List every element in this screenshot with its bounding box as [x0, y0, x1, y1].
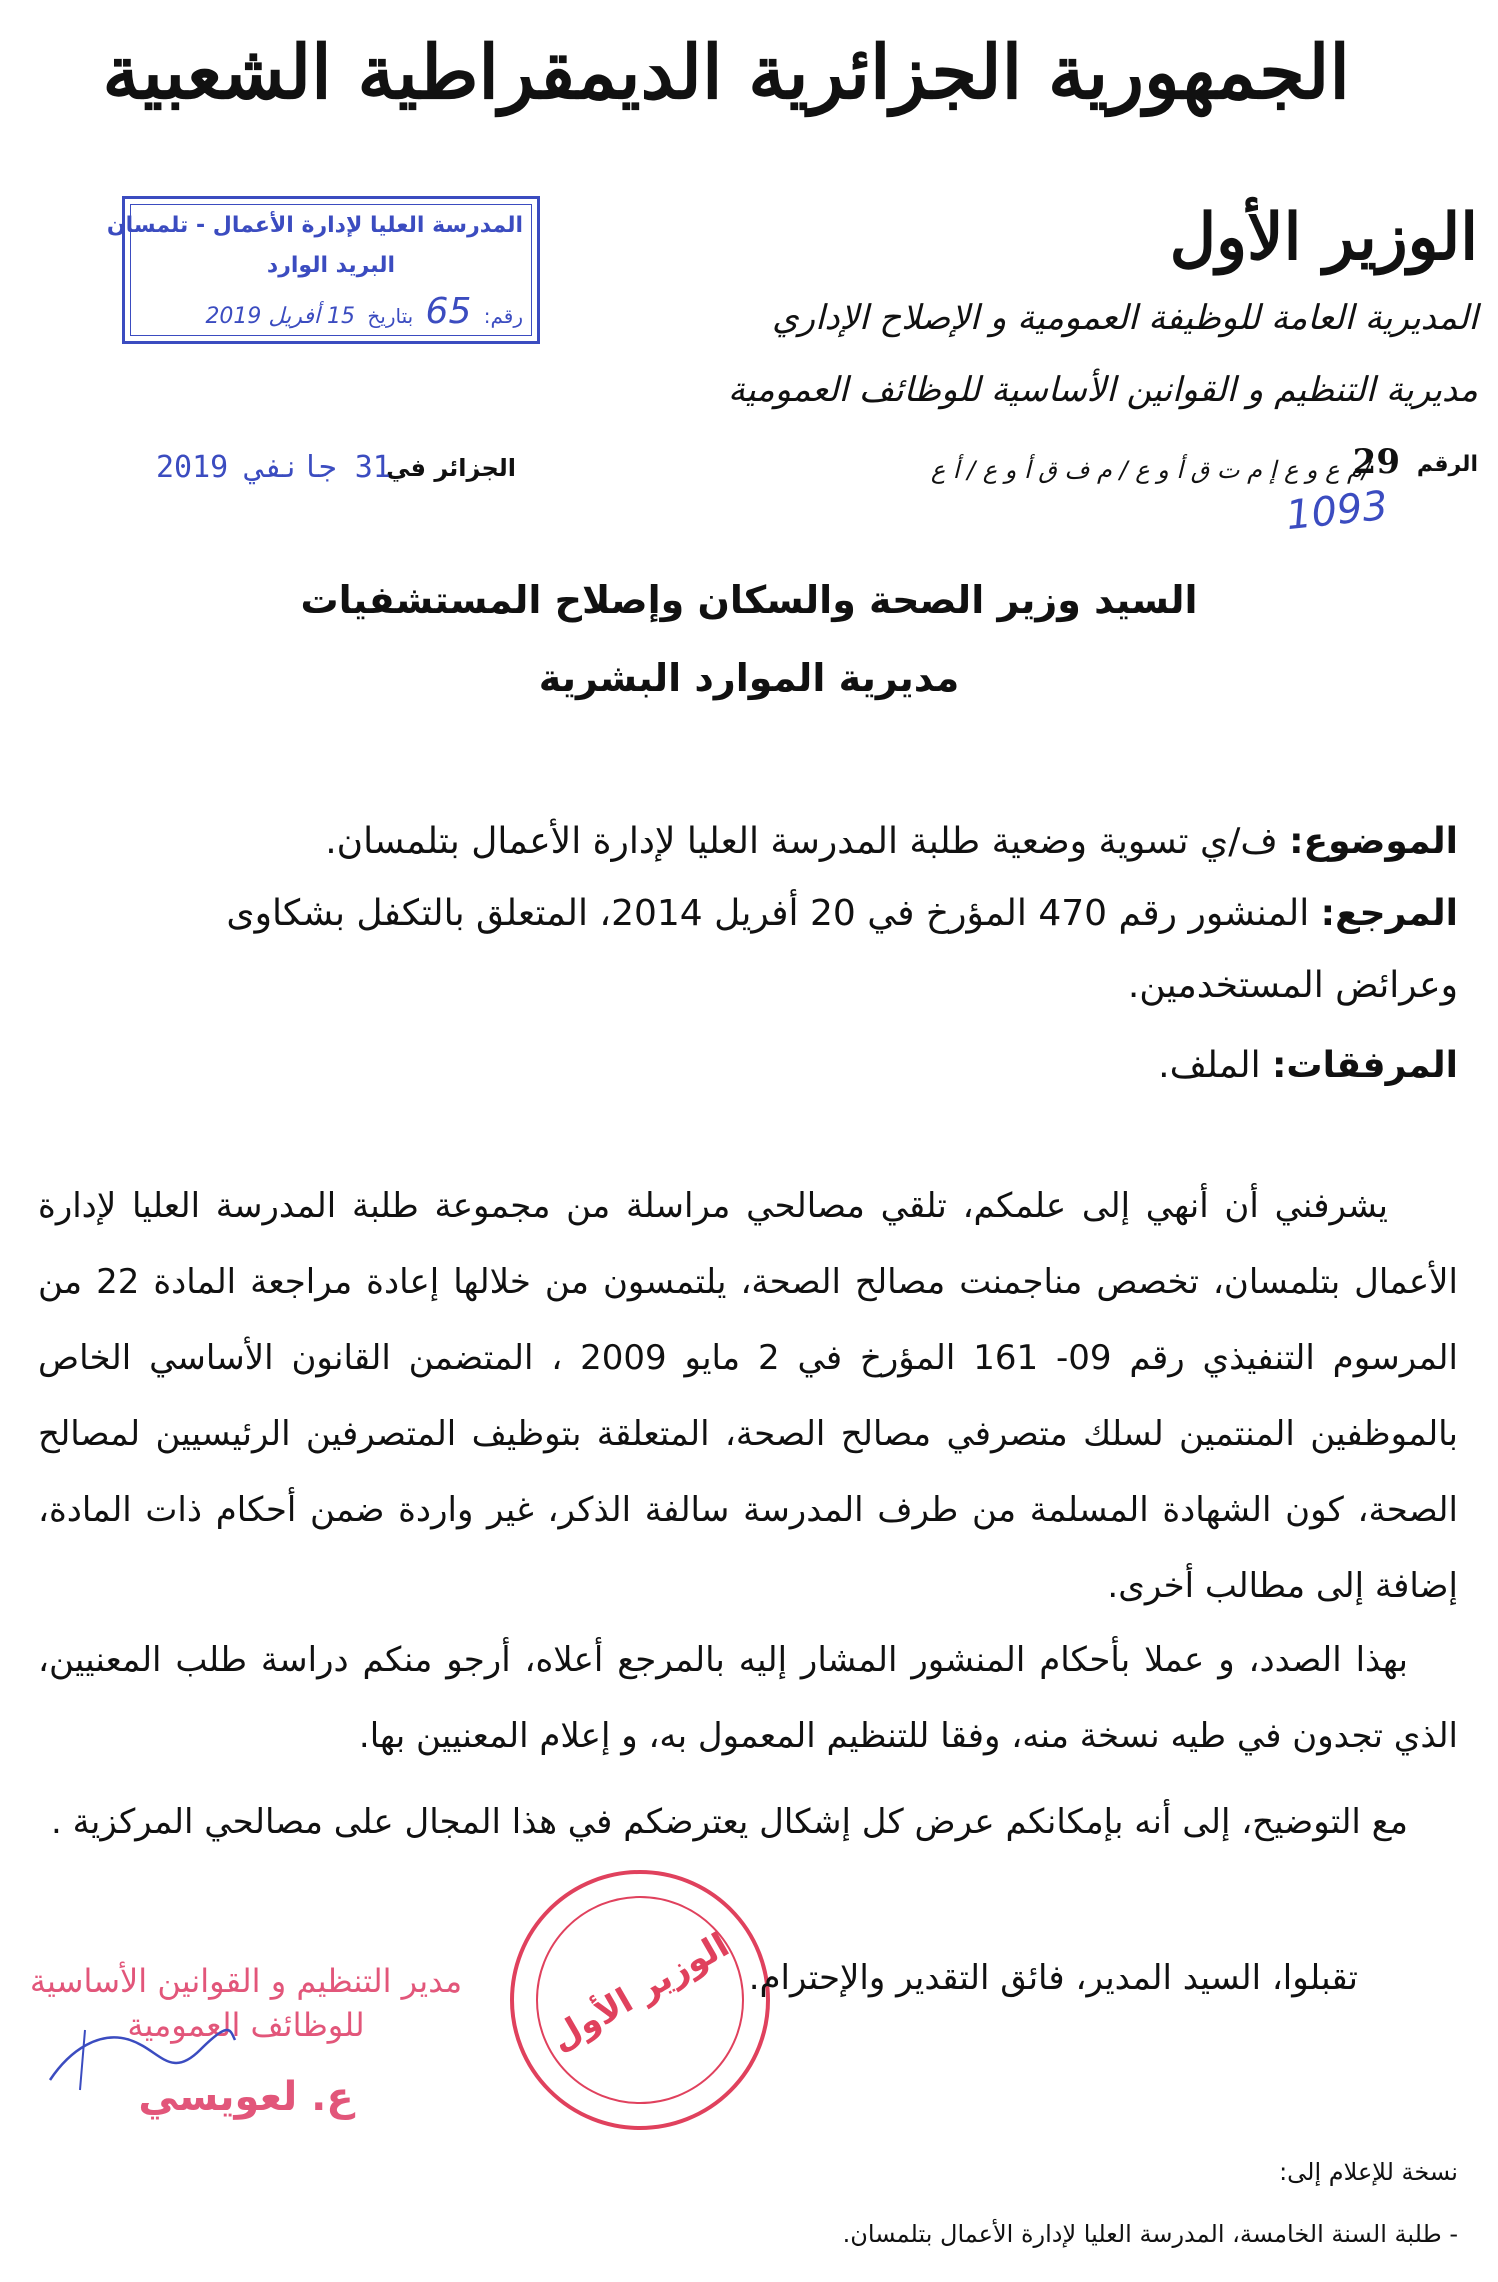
- reference-number-label: الرقم: [1416, 452, 1478, 477]
- copy-label: نسخة للإعلام إلى:: [1279, 2158, 1458, 2186]
- stamp-date-label: بتاريخ: [367, 304, 414, 328]
- signatory-title-line-2: للوظائف العمومية: [127, 2006, 365, 2044]
- copy-recipient: - طلبة السنة الخامسة، المدرسة العليا لإدارة الأعمال بتلمسان.: [842, 2220, 1458, 2248]
- handwritten-signature: [40, 2010, 240, 2100]
- subject-line: [138, 806, 1458, 878]
- republic-title: الجمهورية الجزائرية الديمقراطية الشعبية: [102, 30, 1350, 116]
- stamp-date: 15 أفريل 2019: [205, 304, 355, 329]
- attachments-label: المرفقات:: [1272, 1045, 1458, 1086]
- incoming-mail-stamp: [106, 196, 540, 344]
- stamp-number-date-row: رقم: 65 بتاريخ 15 أفريل 2019: [205, 291, 523, 332]
- attachments-line: [138, 1030, 1458, 1102]
- date-stamp: 31 جانفي 2019: [156, 450, 391, 485]
- directorate-general: المديرية العامة للوظيفة العمومية و الإصلاح الإداري: [772, 298, 1478, 338]
- body-paragraph-1: يشرفني أن أنهي إلى علمكم، تلقي مصالحي مراسلة من مجموعة طلبة المدرسة العليا لإدارة الأعمال بتلمسان، تخصص مناجمنت مصالح الصحة، يلتمسون من خلالها إعادة مراجعة المادة 22 من المرسوم التنفيذي رقم 09- 161 المؤرخ في 2 مايو 2009 ، المتضمن القانون الأساسي الخاص بالموظفين المنتمين لسلك متصرفي مصالح الصحة، المتعلقة بتوظيف المتصرفين الرئيسيين لمصالح الصحة، كون الشهادة المسلمة من طرف المدرسة سالفة الذكر، غير واردة ضمن أحكام ذات المادة، إضافة إلى مطالب أخرى.: [38, 1186, 1459, 1606]
- handwritten-reference: 1093: [1284, 482, 1391, 540]
- stamp-school-name: المدرسة العليا لإدارة الأعمال - تلمسان: [106, 213, 523, 238]
- signatory-title-line-1: مدير التنظيم و القوانين الأساسية: [29, 1962, 463, 2000]
- seal-text: الوزير الأول: [543, 1925, 737, 2059]
- place-label: الجزائر في: [386, 454, 516, 482]
- subject-text: ف/ي تسوية وضعية طلبة المدرسة العليا لإدارة الأعمال بتلمسان.: [325, 821, 1290, 862]
- closing-line: تقبلوا، السيد المدير، فائق التقدير والإحترام.: [748, 1958, 1358, 1998]
- stamp-number-label: رقم: [490, 304, 523, 328]
- reference-label: المرجع:: [1320, 893, 1458, 934]
- reference-line: [138, 878, 1458, 1022]
- subject-label: الموضوع:: [1289, 821, 1458, 862]
- reference-number: 29: [1352, 442, 1400, 482]
- reference-text: المنشور رقم 470 المؤرخ في 20 أفريل 2014، المتعلق بالتكفل بشكاوى وعرائض المستخدمين.: [226, 893, 1458, 1006]
- addressee-minister: السيد وزير الصحة والسكان وإصلاح المستشفيات: [300, 578, 1198, 622]
- body-paragraph-3: مع التوضيح، إلى أنه بإمكانكم عرض كل إشكال يعترضكم في هذا المجال على مصالحي المركزية .: [51, 1802, 1408, 1842]
- body-paragraph-2: بهذا الصدد، و عملا بأحكام المنشور المشار إليه بالمرجع أعلاه، أرجو منكم دراسة طلب المعنيين، الذي تجدون في طيه نسخة منه، وفقا للتنظيم المعمول به، و إعلام المعنيين بها.: [38, 1640, 1458, 1756]
- office-title: الوزير الأول: [1169, 200, 1478, 275]
- attachments-text: الملف.: [1158, 1045, 1273, 1086]
- signatory-name: ع. لعويسي: [138, 2074, 354, 2120]
- directorate: مديرية التنظيم و القوانين الأساسية للوظائف العمومية: [727, 370, 1478, 410]
- reference-code: /م ع و ع إ م ت ق أ و ع / م ف ق أ و ع / أ ع: [930, 456, 1370, 484]
- stamp-mail-label: البريد الوارد: [266, 253, 396, 278]
- stamp-number: 65: [425, 291, 472, 332]
- addressee-directorate: مديرية الموارد البشرية: [538, 656, 960, 700]
